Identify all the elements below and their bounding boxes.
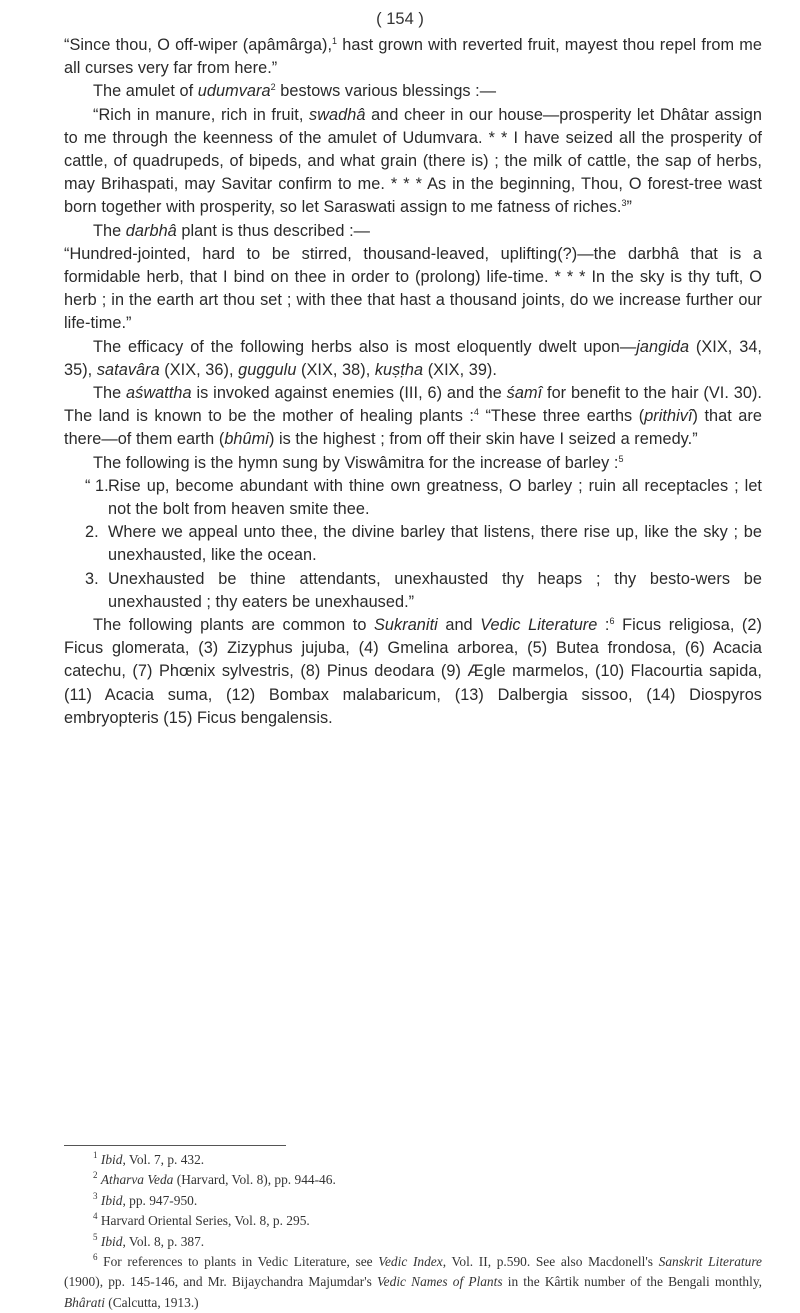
footnote-1: $^1$ Ibid, Vol. 7, p. 432. [93,1150,205,1167]
paragraph-udumvara-intro: The amulet of udumvara$^2$ bestows various blessings :— [93,82,497,101]
list-number: 3. [85,569,99,588]
footnote-6: $^6$ For references to plants in Vedic Literature, see Vedic Index, Vol. II, p.590. See also Macdonell's Sanskrit Literature (1900), pp. 145-146, and Mr. Bijaychandra Majumdar's Vedic Names of Plants in the Kârtik number of the Bengali monthly, Bhârati (Calcutta, 1913.) [64,1252,763,1310]
page-number: ( 154 ) [376,10,424,28]
footnotes [64,1150,762,1313]
footnote-5: $^5$ Ibid, Vol. 8, p. 387. [93,1231,205,1249]
list-number: 2. [85,523,99,542]
barley-hymn-list [64,475,762,614]
paragraph-apamarga: “Since thou, O off-wiper (apâmârga),$^1$ hast grown with reverted fruit, mayest thou repel from me all curses very far from here.” [64,36,763,78]
list-item: 3. Unexhausted be thine attendants, unexhausted thy heaps ; thy besto-wers be unexhausted ; thy eaters be unexhaused.” [85,569,762,611]
paragraph-barley-intro: The following is the hymn sung by Viswâmitra for the increase of barley :$^5$ [93,453,624,472]
footnote-2: $^2$ Atharva Veda (Harvard, Vol. 8), pp. 944-46. [93,1170,336,1188]
paragraph-aswattha: The aśwattha is invoked against enemies (III, 6) and the śamî for benefit to the hair (VI. 30). The land is known to be the mother of healing plants :$^4$ “These three earths (prithivî) that are there—of them earth (bhûmi) is the highest ; from off their skin have I seized a remedy.” [64,384,762,449]
paragraph-darbha-quote: “Hundred-jointed, hard to be stirred, thousand-leaved, uplifting(?)—the darbhâ that is a formidable herb, that I bind on thee in order to (prolong) life-time. * * * In the sky is thy tuft, O herb ; in the earth art thou set ; with thee that hast a thousand joints, do we increase further our life-time.” [64,244,762,333]
list-item: 2. Where we appeal unto thee, the divine barley that listens, there rise up, like the sky ; be unexhausted, like the ocean. [85,523,762,565]
paragraph-herbs: The efficacy of the following herbs also is most eloquently dwelt upon—jangida (XIX, 34, 35), satavâra (XIX, 36), guggulu (XIX, 38), kuṣṭha (XIX, 39). [64,337,762,379]
footnote-3: $^3$ Ibid, pp. 947-950. [93,1190,198,1208]
main-text [64,34,762,730]
footnote-divider [64,1145,286,1146]
footnote-4: $^4$ Harvard Oriental Series, Vol. 8, p. 295. [93,1211,310,1229]
list-number: “ 1. [85,476,109,495]
paragraph-udumvara-quote: “Rich in manure, rich in fruit, swadhâ and cheer in our house—prosperity let Dhâtar assign to me through the keenness of the amulet of Udumvara. * * I have seized all the prosperity of cattle, of quadrupeds, of bipeds, and what grain (there is) ; the milk of cattle, the sap of herbs, may Brihaspati, may Savitar confirm to me. * * * As in the beginning, Thou, O forest-tree wast born together with prosperity, so let Saraswati assign to me fatness of riches.$^3$” [64,105,763,217]
list-item: “ 1. Rise up, become abundant with thine own greatness, O barley ; ruin all receptacles ; let not the bolt from heaven smite thee. [85,476,762,519]
paragraph-darbha-intro: The darbhâ plant is thus described :— [93,221,370,240]
paragraph-common-plants: The following plants are common to Sukraniti and Vedic Literature :$^6$ Ficus religiosa, (2) Ficus glomerata, (3) Zizyphus jujuba, (4) Gmelina arborea, (5) Butea frondosa, (6) Acacia catechu, (7) Phœnix sylvestris, (8) Pinus deodara (9) Ægle marmelos, (10) Flacourtia sapida, (11) Acacia suma, (12) Bombax malabaricum, (13) Dalbergia sissoo, (14) Diospyros embryopteris (15) Ficus bengalensis. [64,616,762,727]
